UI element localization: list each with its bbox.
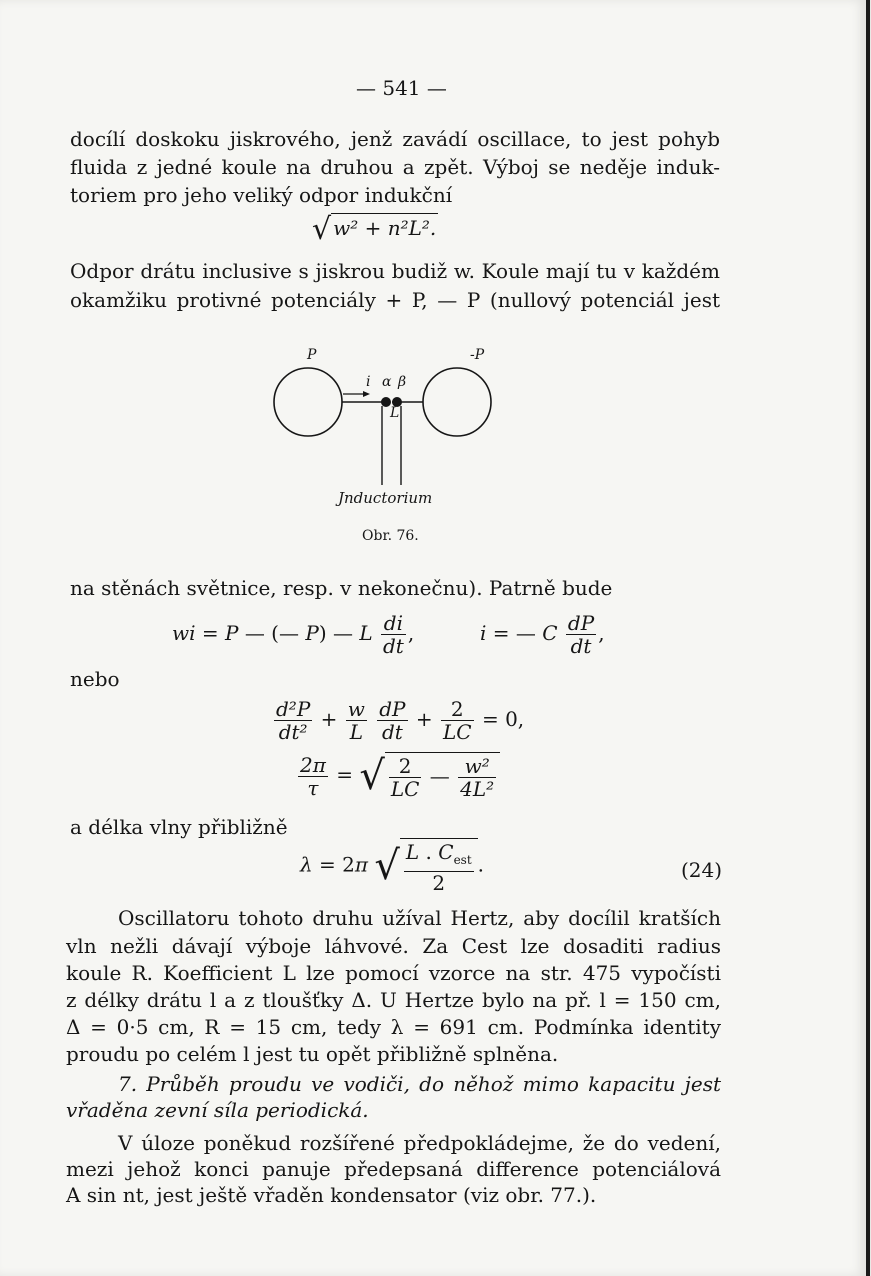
page-edge <box>866 0 870 1276</box>
equation-wavelength: λ = 2π √ $\frac{L . C_{est}}{2}$ . <box>300 840 485 895</box>
text-line: z délky drátu l a z tloušťky Δ. U Hertze bylo na př. l = 150 cm, <box>66 988 721 1012</box>
text-line: mezi jehož konci panuje předepsaná difference potenciálová <box>66 1157 721 1181</box>
text-line: fluida z jedné koule na druhou a zpět. Výboj se neděje induk- <box>70 155 720 179</box>
figure-76 <box>260 340 520 510</box>
label-p-left: P <box>307 347 317 363</box>
page-number: — 541 — <box>356 76 447 100</box>
text-line: na stěnách světnice, resp. v nekonečnu). Patrně bude <box>70 576 613 600</box>
equation-number: (24) <box>681 858 723 882</box>
label-inductorium: Jnductorium <box>338 489 433 507</box>
impedance-formula: √ w² + n²L². <box>312 212 437 247</box>
text-line: koule R. Koefficient L lze pomocí vzorce na str. 475 vypočísti <box>66 961 721 985</box>
label-beta: β <box>398 374 407 390</box>
text-line: V úloze poněkud rozšířené předpokládejme, že do vedení, <box>118 1131 721 1155</box>
equation-current: wi = P — (— P) — L $\frac{di}{dt}$ , <box>172 611 415 658</box>
text-line: a délka vlny přibližně <box>70 815 288 839</box>
label-current: i <box>366 374 371 390</box>
text-line: Δ = 0·5 cm, R = 15 cm, tedy λ = 691 cm. Podmínka identity <box>66 1015 721 1039</box>
equation-capacitor: i = — C $\frac{dP}{dt}$ , <box>480 611 605 658</box>
sphere-left <box>274 368 342 436</box>
text-nebo: nebo <box>70 667 120 691</box>
section-heading-cont: vřaděna zevní síla periodická. <box>66 1098 369 1122</box>
text-line: Odpor drátu inclusive s jiskrou budiž w. Koule mají tu v každém <box>70 259 720 283</box>
text-line: Oscillatoru tohoto druhu užíval Hertz, aby docílil kratších <box>118 906 721 930</box>
label-alpha: α <box>382 374 392 390</box>
text-line: toriem pro jeho veliký odpor indukční <box>70 183 453 207</box>
text-line: docílí doskoku jiskrového, jenž zavádí oscillace, to jest pohyb <box>70 127 720 151</box>
figure-caption: Obr. 76. <box>362 528 419 544</box>
arrow-head-icon <box>363 391 370 397</box>
label-p-right: -P <box>470 347 485 363</box>
section-heading: 7. Průběh proudu ve vodiči, do něhož mimo kapacitu jest <box>118 1072 721 1096</box>
label-inductance: L <box>390 405 400 421</box>
impedance-expression: w² + n²L². <box>331 213 438 240</box>
text-line: vln nežli dávají výboje láhvové. Za Cest lze dosaditi radius <box>66 934 721 958</box>
text-line: A sin nt, jest ještě vřaděn kondensator (viz obr. 77.). <box>66 1183 597 1207</box>
text-line: proudu po celém l jest tu opět přibližně splněna. <box>66 1042 559 1066</box>
equation-frequency: $\frac{2\pi}{\tau}$ = √ $\frac{2}{LC}$ — $\frac{\text{w²}}{\text{4L²}}$ <box>296 752 500 800</box>
equation-differential: $\frac{\text{d²P}}{\text{dt²}}$ + $\frac{w}{L}$ $\frac{dP}{dt}$ + $\frac{2}{LC}$ = 0, <box>276 697 525 744</box>
text-line: okamžiku protivné potenciály + P, — P (nullový potenciál jest <box>70 288 720 312</box>
sphere-right <box>423 368 491 436</box>
